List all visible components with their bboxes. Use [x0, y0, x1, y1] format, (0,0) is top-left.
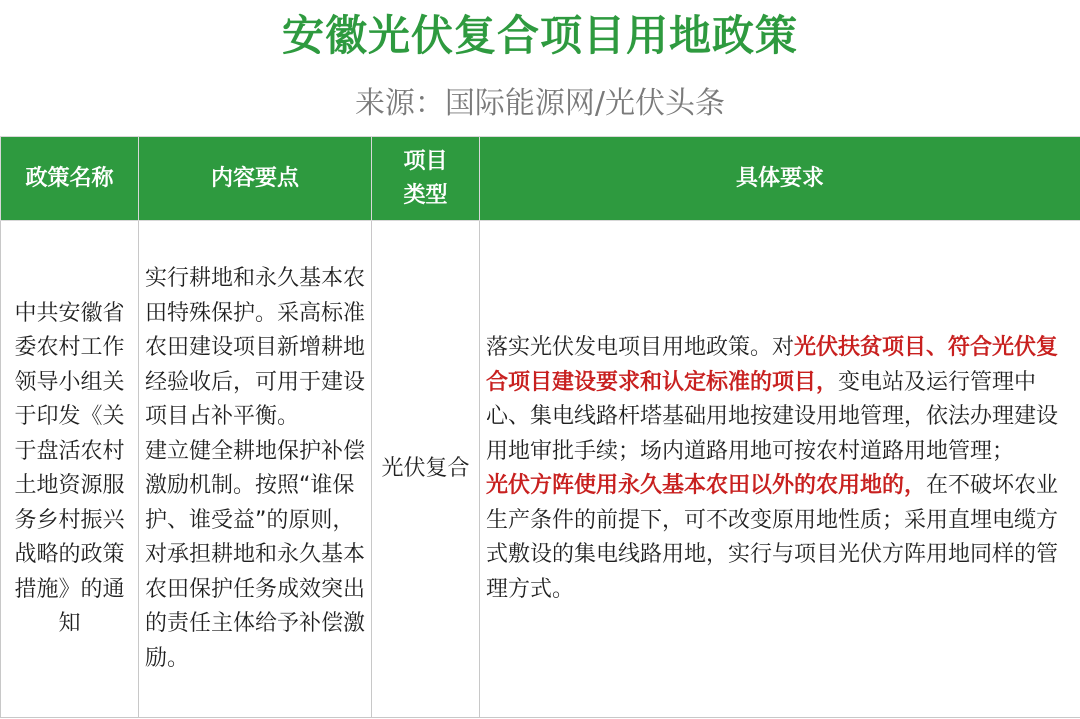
cell-key-points: [139, 221, 372, 718]
requirement-paragraph-2: [486, 469, 1074, 607]
cell-requirements: [480, 221, 1080, 718]
page-title: 安徽光伏复合项目用地政策: [281, 11, 798, 60]
requirement-1-lead: 落实光伏发电项目用地政策。对: [486, 335, 795, 360]
header-policy-name: 政策名称: [1, 137, 139, 221]
requirement-1-highlight: 光伏扶贫项目、符合光伏复合项目建设要求和认定标准的项目，: [486, 335, 1059, 395]
key-point-1: 实行耕地和永久基本农田特殊保护。采高标准农田建设项目新增耕地经验收后，可用于建设项目占补平衡。: [145, 266, 366, 429]
table-row: [1, 221, 1080, 718]
policy-table: [0, 136, 1080, 718]
cell-project-type: 光伏复合: [372, 221, 480, 718]
header-key-points: 内容要点: [139, 137, 372, 221]
header-requirements: 具体要求: [480, 137, 1080, 221]
requirement-1-tail: 变电站及运行管理中心、集电线路杆塔基础用地按建设用地管理，依法办理建设用地审批手续；场内道路用地可按农村道路用地管理；: [486, 369, 1059, 464]
requirement-2-tail: 在不破坏农业生产条件的前提下，可不改变原用地性质；采用直埋电缆方式敷设的集电线路用地，实行与项目光伏方阵用地同样的管理方式。: [486, 473, 1059, 602]
requirement-paragraph-1: [486, 331, 1074, 469]
table-header-row: [1, 137, 1080, 221]
cell-policy-name: 中共安徽省委农村工作领导小组关于印发《关于盘活农村土地资源服务乡村振兴战略的政策措施》的通知: [1, 221, 139, 718]
header-project-type: 项目类型: [372, 137, 480, 221]
key-point-2: 建立健全耕地保护补偿激励机制。按照“谁保护、谁受益”的原则，对承担耕地和永久基本农田保护任务成效突出的责任主体给予补偿激励。: [145, 438, 366, 671]
source-line: 来源：国际能源网/光伏头条: [354, 86, 726, 121]
requirement-2-highlight: 光伏方阵使用永久基本农田以外的农用地的，: [486, 473, 927, 498]
